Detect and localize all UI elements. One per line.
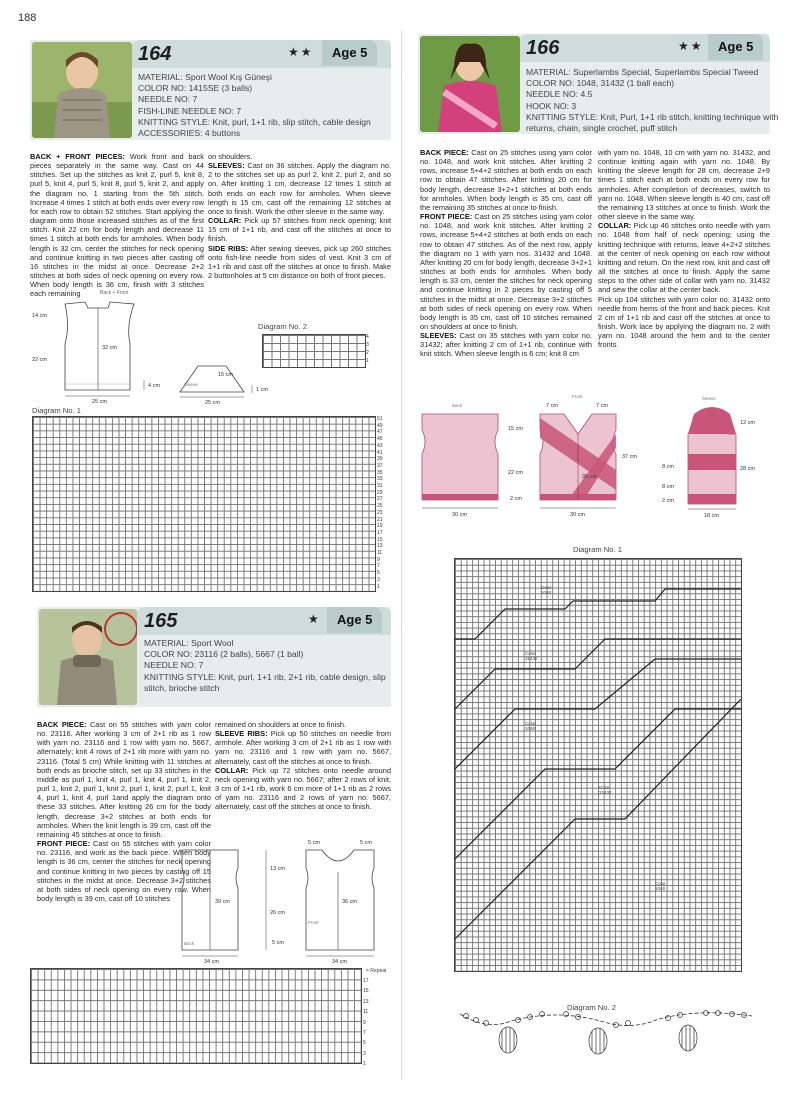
dim-2cm-back: 2 cm bbox=[510, 496, 522, 502]
row-number: 15 bbox=[377, 536, 383, 543]
color-label: Color 1048 bbox=[525, 721, 536, 731]
spec-material: MATERIAL: Sport Wool Kış Güneşi bbox=[138, 72, 272, 82]
row-number: 17 bbox=[377, 529, 383, 536]
instruction-paragraph: BACK + FRONT PIECES: Work front and back pieces separately in the same way. Cast on 44 stitches. Set up the stitches as knit 2, purl 5, knit 8, purl 5, knit 4, purl 5, knit 8, purl 5, knit 2, and apply the diagram no. 1 starting from the 5th stitch. Increase 4 times 1 stitch at both ends over every row for each row to obtain 52 stitches. Start applying the diagram onto those increased stitches as of the first stitch. Knit 22 cm for body length and decrease 11 times 1 stitch at both ends for armholes. When body length is 32 cm, center the stitches for neck opening and continue knitting in two pieces after casting off 16 stitches in the midst at once. Decrease 2+2 stitches at both sides of neck opening on every row. When body length is 36 cm, finish with 3 stitches each remaining bbox=[30, 152, 204, 299]
instruction-heading: FRONT PIECE: bbox=[37, 839, 91, 849]
color-label: Color 31432 bbox=[599, 785, 612, 795]
spec-material: MATERIAL: Sport Wool bbox=[144, 638, 234, 648]
pattern-166-photo bbox=[420, 36, 520, 132]
pattern-164-difficulty-stars: ★★ bbox=[288, 45, 314, 59]
pattern-165-age-badge: Age 5 bbox=[327, 607, 382, 633]
pattern-164-diagram2-chart bbox=[262, 334, 366, 368]
instruction-heading: SLEEVES: bbox=[208, 161, 245, 171]
instruction-paragraph: SLEEVES: Cast on 35 stitches with yarn color no. 31432; after knitting 2 cm of 1+1 rib, continue with knit stitch. When sleeve length is 6 cm; knit 8 cm bbox=[420, 331, 592, 359]
spec-knitting-style-cont: returns, chain, single crochet, puff stitch bbox=[526, 123, 678, 134]
dim-4cm: 4 cm bbox=[148, 383, 160, 389]
row-number: 7 bbox=[377, 563, 380, 570]
pattern-165-number: 165 bbox=[144, 610, 178, 632]
schematic-label-sleeve: Sleeve bbox=[184, 382, 198, 387]
row-number: 11 bbox=[363, 1009, 369, 1016]
dim-34cm-back: 34 cm bbox=[204, 959, 219, 964]
pattern-166-specs bbox=[526, 67, 778, 134]
instruction-heading: BACK + FRONT PIECES: bbox=[30, 152, 126, 161]
row-number: 13 bbox=[377, 543, 383, 550]
spec-needle: NEEDLE NO: 4.5 bbox=[526, 89, 593, 100]
row-number: 2 bbox=[366, 350, 369, 356]
instruction-heading: BACK PIECE: bbox=[37, 720, 87, 729]
dim-34cm-front: 34 cm bbox=[332, 959, 347, 964]
dim-8cm-upper: 8 cm bbox=[662, 464, 674, 470]
dim-22cm: 22 cm bbox=[508, 470, 523, 476]
instruction-paragraph: COLLAR: Pick up 46 stitches onto needle with yarn no. 1048 from half of neck opening; using the knitting technique with returns, leave 4+2+2 stitches at the center of neck opening on each row without knitting and return. On the next row, knit and cast off all the stitches at once to finish. Apply the same steps to the other side of collar with yarn no. 31432 and sew the collar at the center back. bbox=[598, 221, 770, 295]
spec-hook: HOOK NO: 3 bbox=[526, 100, 577, 111]
schematic-label-back: Back bbox=[184, 941, 195, 946]
pattern-166-difficulty-stars: ★★ bbox=[678, 39, 704, 53]
instruction-heading: COLLAR: bbox=[208, 216, 242, 226]
dim-7cm-right: 7 cm bbox=[596, 403, 608, 409]
pattern-165-photo bbox=[39, 609, 137, 705]
pattern-164-diagram1-label: Diagram No. 1 bbox=[32, 406, 81, 415]
dim-18cm: 18 cm bbox=[704, 513, 719, 519]
row-number: 7 bbox=[363, 1030, 366, 1037]
pattern-165-instructions-col2 bbox=[215, 720, 391, 812]
pattern-166-instructions-col1 bbox=[420, 148, 592, 359]
pattern-164-schematic bbox=[30, 286, 270, 406]
row-number: 49 bbox=[377, 422, 383, 429]
row-number: 27 bbox=[377, 496, 383, 503]
row-number: 23 bbox=[377, 509, 383, 516]
row-number: 31 bbox=[377, 483, 383, 490]
dim-25cm-sleeve: 25 cm bbox=[205, 400, 220, 406]
row-number: 17 bbox=[363, 978, 369, 984]
schematic-label-front: Front bbox=[308, 920, 319, 925]
dim-32cm: 32 cm bbox=[102, 345, 117, 351]
row-number: 15 bbox=[363, 988, 369, 995]
dim-30cm-back: 30 cm bbox=[452, 512, 467, 518]
spec-color: COLOR NO: 1048, 31432 (1 ball each) bbox=[526, 78, 675, 89]
pattern-165-schematic bbox=[178, 836, 394, 964]
pattern-166-diagram1-chart bbox=[454, 558, 742, 972]
instruction-heading: COLLAR: bbox=[215, 765, 249, 775]
instruction-heading: COLLAR: bbox=[598, 221, 632, 231]
pattern-164-diagram2-row-numbers bbox=[366, 333, 369, 365]
instruction-paragraph: FRONT PIECE: Cast on 25 stitches using yarn color no. 1048, and work knit stitches. After knitting 2 rows, increase 5+4+2 stitches at both ends on each row to obtain 47 stitches. As of the next row, apply the diagram no 1 with yarn nos. 31432 and 1048. After knitting 20 cm for body length, decrease 3+2+1 stitches at both ends for armholes. When body length is 33 cm, center the stitches for neck opening and continue knitting in 2 pieces by casting off 5 stitches in the midst at once. Decrease 3+2 stitches at both sides of neck opening on every row. When body length is 35 cm, cast off 10 stitches remained on shoulders at once to finish. bbox=[420, 212, 592, 331]
row-number: 39 bbox=[377, 456, 383, 463]
row-number: 5 bbox=[363, 1040, 366, 1047]
pattern-164-specs bbox=[138, 72, 371, 139]
dim-26cm: 26 cm bbox=[270, 910, 285, 916]
pattern-164-diagram2-label: Diagram No. 2 bbox=[258, 322, 307, 331]
instruction-heading: BACK PIECE: bbox=[420, 148, 469, 157]
instruction-paragraph: Pick up 104 stitches with yarn color no. 31432 onto needle from hems of the front and back pieces. Knit 2 cm of 1+1 rib and cast off the stitches at once to finish. Work lace by applying the diagram no. 2 with yarn no. 1048 around the hem and to the center fronts. bbox=[598, 294, 770, 350]
schematic-label-back: Back bbox=[452, 403, 463, 408]
dim-5cm-right: 5 cm bbox=[360, 840, 372, 846]
row-number: 43 bbox=[377, 442, 383, 449]
row-number: 37 bbox=[377, 462, 383, 469]
dim-5cm-left: 5 cm bbox=[308, 840, 320, 846]
pattern-166-diagram1-label: Diagram No. 1 bbox=[573, 545, 622, 554]
pattern-164-age-badge: Age 5 bbox=[322, 40, 377, 66]
spec-accessories: ACCESSORIES: 4 buttons bbox=[138, 128, 241, 139]
pattern-165-repeat-legend: = Repeat bbox=[366, 968, 387, 974]
row-number: 35 bbox=[377, 469, 383, 476]
row-number: 1 bbox=[377, 583, 380, 590]
row-number: 11 bbox=[377, 550, 383, 557]
color-label: Color 1048 bbox=[655, 881, 666, 891]
instruction-heading: SLEEVES: bbox=[420, 331, 457, 341]
dim-13cm: 13 cm bbox=[270, 866, 285, 872]
row-number: 29 bbox=[377, 489, 383, 496]
pattern-165-difficulty-stars: ★ bbox=[308, 612, 321, 626]
row-number: 51 bbox=[377, 416, 383, 422]
instruction-paragraph: SLEEVE RIBS: Pick up 50 stitches on needle from armhole. After working 3 cm of 2+1 rib as 1 row with yarn no. 23116 and 1 row with yarn no. 5667, alternately, cast off the stitches at once to finish. bbox=[215, 729, 391, 766]
instruction-heading: FRONT PIECE: bbox=[420, 212, 473, 222]
spec-knitting-style: KNITTING STYLE: Knit, purl, 1+1 rib, slip stitch, cable design bbox=[138, 116, 371, 127]
spec-knitting-style: KNITTING STYLE: Knit, purl, 1+1 rib, 2+1 rib, cable design, slip bbox=[144, 671, 386, 682]
colorwork-boundary-lines bbox=[455, 559, 741, 971]
instruction-paragraph: COLLAR: Pick up 72 stitches onto needle around neck opening with yarn no. 5667; after 2 rows of knit, 3 cm of 1+1 rib, work 6 cm more of 1+1 rib as 2 rows of yarn no. 23116 and 2 rows of yarn no. 5667, alternately, cast off the stitches at once to finish. bbox=[215, 765, 391, 812]
dim-30cm-front: 30 cm bbox=[570, 512, 585, 518]
instruction-paragraph: with yarn no. 1048, 10 cm with yarn no. 31432, and continue knitting again with yarn no. 1048. By knitting the sleeve length for 28 cm, decrease 2+9 times 1 stitch each at both ends on every row for armholes. After completion of decreases, switch to yarn no. 1048. When sleeve length is 40 cm, cast off the remaining 13 stitches at once to finish. Work the other sleeve in the same way. bbox=[598, 148, 770, 222]
pattern-164-diagram1-chart bbox=[32, 416, 376, 592]
spec-color: COLOR NO: 1415SE (3 balls) bbox=[138, 83, 253, 94]
child-photo-165 bbox=[39, 609, 137, 705]
pattern-166-instructions-col2 bbox=[598, 148, 770, 349]
row-number: 21 bbox=[377, 516, 383, 523]
row-number: 4 bbox=[366, 334, 369, 340]
dim-15cm: 15 cm bbox=[508, 426, 523, 432]
spec-knitting-style: KNITTING STYLE: Knit, Purl, 1+1 rib stitch, knitting technique with bbox=[526, 111, 779, 122]
dim-12cm: 12 cm bbox=[740, 420, 755, 426]
pattern-164-number: 164 bbox=[138, 43, 172, 65]
row-number: 25 bbox=[377, 503, 383, 510]
pattern-166-diagram2-label: Diagram No. 2 bbox=[567, 1003, 616, 1012]
pattern-164-instructions-col2 bbox=[208, 152, 391, 280]
instruction-heading: SIDE RIBS: bbox=[208, 243, 249, 253]
dim-28cm: 28 cm bbox=[740, 466, 755, 472]
row-number: 5 bbox=[377, 570, 380, 577]
pattern-166-diagram2-lace bbox=[456, 1008, 756, 1060]
instruction-heading: SLEEVE RIBS: bbox=[215, 729, 268, 739]
row-number: 1 bbox=[363, 1061, 366, 1068]
pattern-165-specs bbox=[144, 638, 386, 694]
row-number: 9 bbox=[363, 1019, 366, 1026]
instruction-paragraph: BACK PIECE: Cast on 55 stitches with yarn color no. 23116. After working 3 cm of 2+1 rib as 1 row with yarn no. 23116 and 1 row with yarn no. 5667, alternately; knit 4 rows of 2+1 rib more with yarn no. 23116. (Total 5 cm) While knitting with 11 stitches at both ends as brioche stitch, set up 33 stitches in the middle as purl 1, knit 4, purl 1, knit 4, purl 1, knit 2, purl 1, knit 2, purl 1, knit 2, purl 1, knit 2, purl 1, knit 4, purl 1, knit 4, purl 1and apply the diagram onto these 33 stitches. After knitting 26 cm for the body length, decrease 3+2 stitches at both ends for armholes. When the knit length is 39 cm, cast off the remaining 45 stitches at once to finish. bbox=[37, 720, 211, 839]
dim-36cm: 36 cm bbox=[342, 899, 357, 905]
row-number: 3 bbox=[366, 342, 369, 348]
child-photo-166 bbox=[420, 36, 520, 132]
dim-14cm: 14 cm bbox=[32, 313, 47, 319]
instruction-paragraph: SLEEVES: Cast on 36 stitches. Apply the diagram no. 2 to the stitches set up as purl 2, knit 2, purl 2, and so on. After knitting 1 cm, decrease 12 times 1 stitch at both ends on each row for armholes. When sleeve length is 15 cm, cast off the remaining 12 stitches at once to finish. Work the other sleeve in the same way. bbox=[208, 161, 391, 216]
row-number: 9 bbox=[377, 556, 380, 563]
schematic-label-sleeve: Sleeve bbox=[702, 396, 716, 401]
pattern-166-schematic bbox=[418, 394, 774, 524]
column-divider bbox=[401, 30, 402, 1080]
spec-color: COLOR NO: 23116 (2 balls), 5667 (1 ball) bbox=[144, 649, 304, 660]
instruction-paragraph: FRONT PIECE: Cast on 55 stitches with yarn color no. 23116, and work as the back piece. When body length is 36 cm, center the stitches for neck opening and continue knitting in two pieces by casting off 15 stitches in the midst at once. Decrease 3+2 stitches at both sides of neck opening on every row. When body length is 39 cm, cast off 10 stitches bbox=[37, 839, 211, 903]
dim-25cm-body: 25 cm bbox=[92, 399, 107, 405]
row-number: 47 bbox=[377, 429, 383, 436]
child-photo-164 bbox=[32, 42, 132, 138]
instruction-paragraph: on shoulders. bbox=[208, 152, 253, 161]
dim-2cm-sleeve: 2 cm bbox=[662, 498, 674, 504]
dim-7cm-left: 7 cm bbox=[546, 403, 558, 409]
row-number: 13 bbox=[363, 998, 369, 1005]
color-label: Color 31432 bbox=[525, 651, 538, 661]
row-number: 3 bbox=[363, 1050, 366, 1057]
pattern-164-diagram1-row-numbers bbox=[377, 416, 383, 590]
dim-37cm: 37 cm bbox=[622, 454, 637, 460]
dim-8cm-lower: 8 cm bbox=[662, 484, 674, 490]
dim-5cm-hem: 5 cm bbox=[272, 940, 284, 946]
row-number: 3 bbox=[377, 576, 380, 583]
pattern-164-instructions-col1 bbox=[30, 152, 204, 299]
dim-22cm: 22 cm bbox=[32, 357, 47, 363]
pattern-165-cable-chart bbox=[30, 968, 362, 1064]
row-number: 41 bbox=[377, 449, 383, 456]
pattern-166-number: 166 bbox=[526, 37, 560, 59]
instruction-paragraph: remained on shoulders at once to finish. bbox=[215, 720, 347, 729]
spec-needle: NEEDLE NO: 7 bbox=[144, 660, 204, 671]
instruction-paragraph: SIDE RIBS: After sewing sleeves, pick up 260 stitches onto fish-line needle from sides of vest. Knit 3 cm of 1+1 rib and cast off the stitches at once to finish. Make 2 buttonholes at 5 cm distance on both of front pieces. bbox=[208, 243, 391, 281]
color-label: Color 1048 bbox=[541, 585, 552, 595]
spec-knitting-style-cont: stitch, brioche stitch bbox=[144, 682, 220, 693]
pattern-166-age-badge: Age 5 bbox=[708, 34, 763, 60]
instruction-paragraph: COLLAR: Pick up 57 stitches from neck opening; knit 15 cm of 1+1 rib, and cast off the stitches at once to finish. bbox=[208, 216, 391, 244]
dim-35cm: 35 cm bbox=[582, 474, 597, 480]
row-number: 33 bbox=[377, 476, 383, 483]
row-number: 1 bbox=[366, 358, 369, 364]
dim-39cm: 39 cm bbox=[215, 899, 230, 905]
spec-material: MATERIAL: Superlambs Special, Superlambs Special Tweed bbox=[526, 67, 759, 77]
page-number: 188 bbox=[18, 12, 37, 24]
dim-15cm: 15 cm bbox=[218, 372, 233, 378]
schematic-label-back-front: Back + Front bbox=[100, 290, 129, 296]
spec-needle: NEEDLE NO: 7 bbox=[138, 94, 198, 105]
instruction-paragraph: BACK PIECE: Cast on 25 stitches using yarn color no. 1048, and work knit stitches. After knitting 2 rows, increase 5+4+2 stitches at both ends on each row to obtain 47 stitches. After knitting 20 cm for body length, decrease 3+2+1 stitches at both ends for armholes. When body length is 35 cm, cast off the remaining 35 stitches at once to finish. bbox=[420, 148, 592, 212]
pattern-165-chart-row-numbers bbox=[363, 976, 369, 1070]
schematic-label-front: Front bbox=[572, 394, 583, 399]
row-number: 19 bbox=[377, 523, 383, 530]
spec-fishline-needle: FISH-LINE NEEDLE NO: 7 bbox=[138, 105, 242, 116]
dim-1cm: 1 cm bbox=[256, 387, 268, 393]
row-number: 45 bbox=[377, 436, 383, 443]
pattern-164-photo bbox=[32, 42, 132, 138]
